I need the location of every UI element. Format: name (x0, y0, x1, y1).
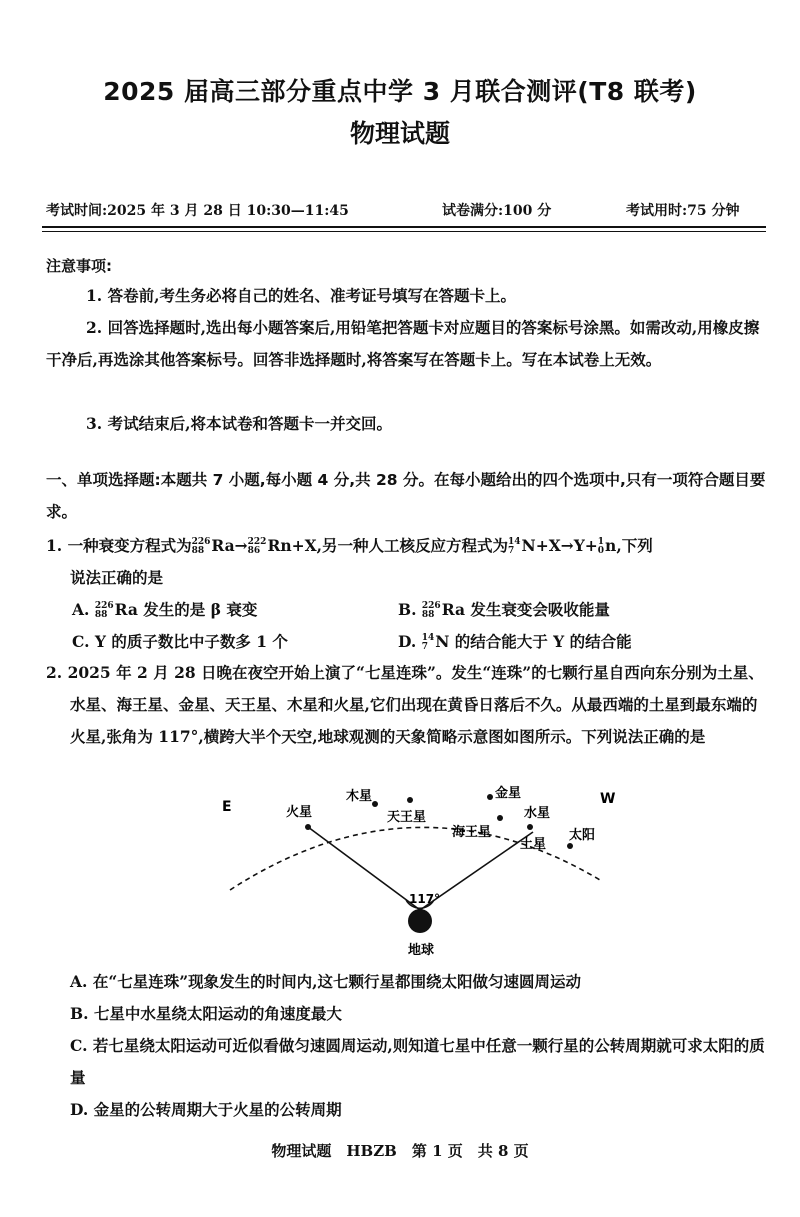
question-1-stem-2: 说法正确的是 (70, 568, 164, 587)
iso-z: 88 (421, 610, 435, 620)
option-text: Ra 发生的是 β 衰变 (114, 600, 258, 619)
mars-dot (305, 824, 311, 830)
q1-option-a (72, 598, 257, 620)
full-score: 试卷满分:100 分 (442, 203, 552, 219)
label-west: W (600, 791, 616, 807)
option-text: N 的结合能大于 Y 的结合能 (435, 632, 632, 651)
isotope-neutron (598, 538, 604, 556)
isotope-n (422, 634, 435, 652)
subject-title: 物理试题 (349, 119, 450, 148)
label-saturn: 土星 (520, 837, 547, 852)
label-east: E (222, 799, 232, 815)
isotope-ra (192, 538, 211, 556)
label-angle: 117° (409, 892, 441, 906)
iso-z: 88 (94, 610, 108, 620)
isotope-rn (248, 538, 267, 556)
question-1-stem (46, 530, 768, 562)
option-label: B. (398, 600, 422, 619)
label-mars: 火星 (286, 805, 313, 820)
q2-option-b: B. 七星中水星绕太阳运动的角速度最大 (70, 1004, 342, 1023)
iso-z: 7 (508, 546, 515, 556)
mercury-dot (527, 824, 533, 830)
section-heading (46, 464, 768, 528)
q2-option-c: C. 若七星绕太阳运动可近似看做匀速圆周运动,则知道七星中任意一颗行星的公转周期就可求太阳的质量 (70, 1036, 765, 1087)
label-neptune: 海王星 (452, 825, 492, 840)
label-sun: 太阳 (569, 828, 596, 843)
isotope-ra (422, 602, 441, 620)
iso-z: 88 (191, 546, 205, 556)
q2-option-a: A. 在“七星连珠”现象发生的时间内,这七颗行星都围绕太阳做匀速圆周运动 (70, 972, 582, 991)
option-label: A. (72, 600, 95, 619)
earth-dot (408, 909, 432, 933)
page-footer: 物理试题 HBZB 第 1 页 共 8 页 (271, 1142, 529, 1160)
jupiter-dot (372, 801, 378, 807)
q1-stem-part: Rn+X,另一种人工核反应方程式为 (267, 536, 509, 555)
iso-z: 7 (421, 642, 428, 652)
notice-item-2: 2. 回答选择题时,选出每小题答案后,用铅笔把答题卡对应题目的答案标号涂黑。如需改动,用橡皮擦干净后,再选涂其他答案标号。回答非选择题时,将答案写在答题卡上。写在本试卷上无效。 (46, 318, 760, 369)
notice-heading: 注意事项: (46, 257, 112, 275)
iso-mass: 226 (191, 537, 211, 547)
q1-option-d (398, 630, 632, 652)
q1-option-c: C. Y 的质子数比中子数多 1 个 (72, 632, 288, 651)
line-to-mars (308, 827, 420, 910)
q1-stem-part: Ra→ (211, 536, 248, 555)
exam-duration: 考试用时:75 分钟 (626, 203, 740, 219)
q1-option-b (398, 598, 610, 620)
label-mercury: 水星 (524, 806, 551, 821)
question-2-stem: 2. 2025 年 2 月 28 日晚在夜空开始上演了“七星连珠”。发生“连珠”的七颗行星自西向东分别为土星、水星、海王星、金星、天王星、木星和火星,它们出现在黄昏日落后不久。从最西端的土星到最东端的火星,张角为 117°,横跨大半个天空,地球观测的天象简略示意图如图所示。下列说法正确的是 (46, 663, 764, 746)
notice-item-3: 3. 考试结束后,将本试卷和答题卡一并交回。 (86, 414, 392, 433)
divider-thick (42, 226, 766, 228)
iso-mass: 226 (94, 601, 114, 611)
iso-z: 86 (247, 546, 261, 556)
q2-option-d: D. 金星的公转周期大于火星的公转周期 (70, 1100, 342, 1119)
label-earth: 地球 (408, 943, 435, 958)
iso-mass: 1 (597, 537, 605, 547)
neptune-dot (497, 815, 503, 821)
sun-dot (567, 843, 573, 849)
q1-stem-part: 1. 一种衰变方程式为 (46, 536, 192, 555)
divider-thin (42, 231, 766, 232)
label-venus: 金星 (495, 786, 522, 801)
iso-z: 0 (597, 546, 605, 556)
exam-title: 2025 届高三部分重点中学 3 月联合测评(T8 联考) (103, 77, 697, 106)
q1-stem-part: n,下列 (605, 536, 653, 555)
planet-alignment-diagram (200, 780, 620, 960)
option-text: Ra 发生衰变会吸收能量 (441, 600, 610, 619)
isotope-ra (95, 602, 114, 620)
label-jupiter: 木星 (346, 789, 373, 804)
option-label: D. (398, 632, 422, 651)
venus-dot (487, 794, 493, 800)
uranus-dot (407, 797, 413, 803)
iso-mass: 14 (508, 537, 521, 547)
label-uranus: 天王星 (387, 810, 427, 825)
question-1 (46, 530, 768, 594)
notice-item-1: 1. 答卷前,考生务必将自己的姓名、准考证号填写在答题卡上。 (86, 286, 516, 305)
iso-mass: 226 (421, 601, 441, 611)
iso-mass: 222 (247, 537, 267, 547)
exam-time: 考试时间:2025 年 3 月 28 日 10:30—11:45 (46, 203, 349, 219)
q1-stem-part: N+X→Y+ (521, 536, 598, 555)
isotope-n (508, 538, 521, 556)
iso-mass: 14 (421, 633, 435, 643)
section-heading-text: 一、单项选择题:本题共 7 小题,每小题 4 分,共 28 分。在每小题给出的四个选项中,只有一项符合题目要求。 (46, 471, 766, 521)
